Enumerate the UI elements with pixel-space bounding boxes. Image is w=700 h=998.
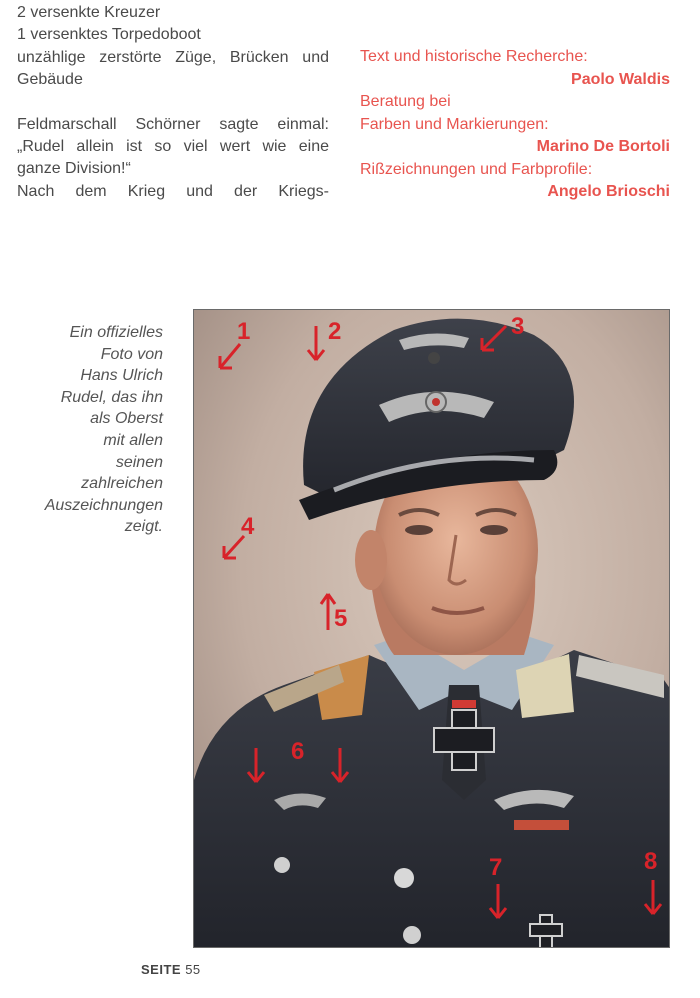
arrow-down-icon xyxy=(641,878,665,918)
marker-6: 6 xyxy=(291,738,305,765)
arrow-down-icon xyxy=(244,746,268,786)
arrow-down-left-icon xyxy=(218,532,248,564)
arrow-down-icon xyxy=(486,882,510,922)
text-line: unzählige zerstörte Züge, Brücken und xyxy=(17,48,329,66)
page-footer xyxy=(141,962,201,977)
marker-1: 1 xyxy=(237,318,251,345)
marker-8: 8 xyxy=(644,848,658,875)
text-line: ganze Division!“ xyxy=(17,160,131,178)
caption-line: zeigt. xyxy=(124,518,163,536)
text-line: Gebäude xyxy=(17,71,83,89)
credit-name-consulting: Marino De Bortoli xyxy=(536,138,670,155)
arrow-down-left-icon xyxy=(476,322,510,356)
left-text-column xyxy=(17,2,329,203)
caption-line: Rudel, das ihn xyxy=(60,388,163,406)
credit-name-research: Paolo Waldis xyxy=(571,70,670,88)
caption-line: Foto von xyxy=(100,345,163,363)
marker-5: 5 xyxy=(334,605,348,632)
marker-7: 7 xyxy=(489,854,503,881)
page-number: 55 xyxy=(185,962,201,977)
credit-label-consulting: Beratung bei xyxy=(360,93,451,110)
caption-line: Auszeichnungen xyxy=(44,496,163,514)
arrow-up-icon xyxy=(318,590,338,632)
marker-4: 4 xyxy=(241,513,255,540)
credit-name-drawings: Angelo Brioschi xyxy=(547,183,670,200)
caption-line: zahlreichen xyxy=(81,475,163,493)
portrait-illustration xyxy=(194,310,670,948)
page-label: SEITE xyxy=(141,962,182,977)
arrow-down-icon xyxy=(328,746,352,786)
credit-label-research: Text und historische Recherche: xyxy=(360,48,588,65)
caption-line: mit allen xyxy=(103,431,163,449)
text-line: „Rudel allein ist so viel wert wie eine xyxy=(17,138,329,156)
portrait-photo xyxy=(193,309,670,948)
arrow-down-icon xyxy=(304,324,328,364)
arrow-down-left-icon xyxy=(214,340,244,374)
text-line: Feldmarschall Schörner sagte einmal: xyxy=(17,115,329,133)
credit-label-drawings: Rißzeichnungen und Farbprofile: xyxy=(360,160,593,178)
photo-caption xyxy=(20,322,163,538)
text-line: 1 versenktes Torpedoboot xyxy=(17,26,201,44)
caption-line: Ein offizielles xyxy=(69,324,163,341)
credits-block xyxy=(360,46,670,204)
credit-label-colors: Farben und Markierungen: xyxy=(360,115,549,133)
caption-line: Hans Ulrich xyxy=(80,367,163,385)
text-line: Nach dem Krieg und der Kriegs- xyxy=(17,182,329,200)
caption-line: als Oberst xyxy=(90,410,163,428)
marker-3: 3 xyxy=(511,313,525,340)
caption-line: seinen xyxy=(115,453,163,471)
marker-2: 2 xyxy=(328,318,342,345)
text-line: 2 versenkte Kreuzer xyxy=(17,4,161,21)
